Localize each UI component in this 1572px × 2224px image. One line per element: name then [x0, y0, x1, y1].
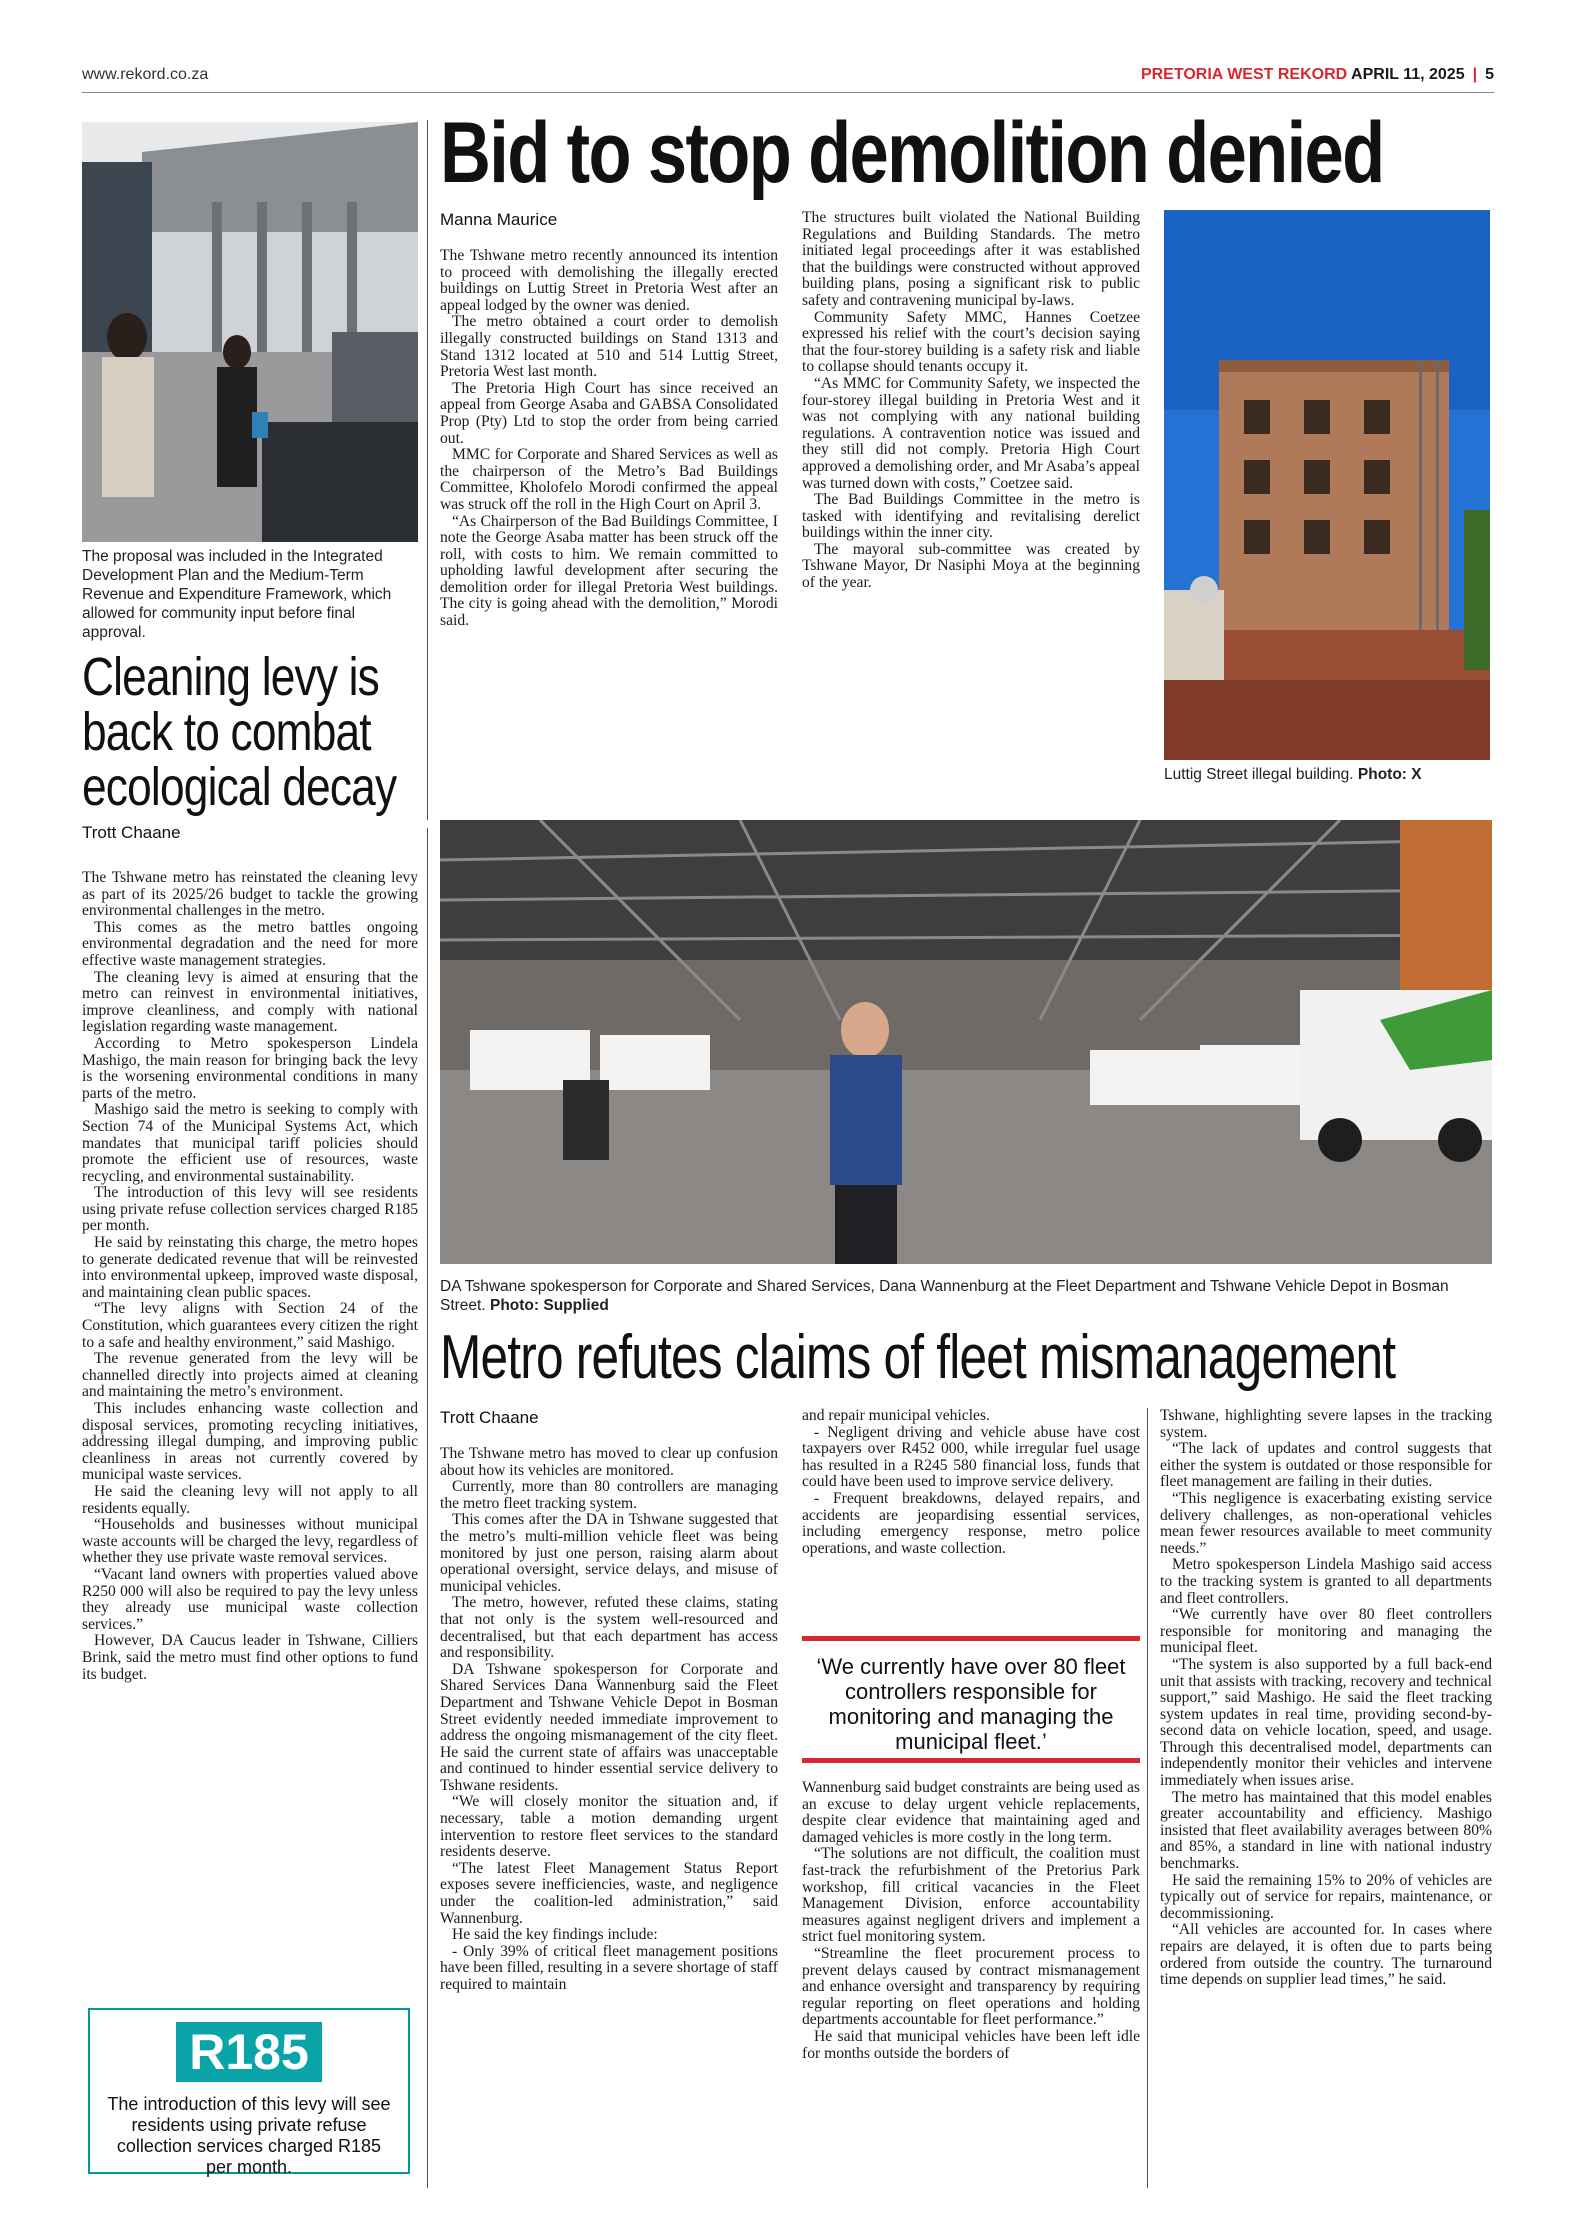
header-separator: |	[1472, 66, 1478, 83]
story3-column-1	[440, 1446, 778, 1994]
caption-text: Luttig Street illegal building.	[1164, 766, 1354, 783]
factbox-number: R185	[176, 2022, 322, 2082]
paragraph: “Vacant land owners with properties valued above R250 000 will also be required to pay the levy unless they already use municipal waste collection services.”	[82, 1565, 418, 1633]
paragraph: He said the cleaning levy will not apply to all residents equally.	[82, 1482, 418, 1517]
paragraph: The metro has maintained that this model enables greater accountability and efficiency. Mashigo insisted that fleet availability averages between 80% and 85%, a standard in line with national industry benchmarks.	[1160, 1788, 1492, 1873]
story1-column-2	[802, 210, 1140, 592]
paragraph: “The system is also supported by a full back-end unit that assists with tracking, recovery and technical support,” said Mashigo. He said the fleet tracking system updates in real time, providing second-by-second data on vehicle location, speed, and usage. Through this decentralised model, departments can independently monitor their vehicles and intervene immediately when issues arise.	[1160, 1655, 1492, 1790]
story2-body	[82, 870, 418, 1683]
story3-column-3	[1160, 1408, 1492, 1989]
paragraph: He said the key findings include:	[452, 1926, 658, 1944]
levy-factbox	[88, 2008, 410, 2177]
publication-name: PRETORIA WEST REKORD	[1140, 66, 1348, 83]
paragraph: According to Metro spokesperson Lindela Mashigo, the main reason for bringing back the levy is the worsening environmental conditions in many parts of the metro.	[82, 1034, 418, 1102]
page-number: 5	[1485, 66, 1494, 83]
paragraph: Tshwane, highlighting severe lapses in the tracking system.	[1160, 1407, 1492, 1441]
paragraph: Currently, more than 80 controllers are managing the metro fleet tracking system.	[440, 1478, 778, 1512]
pullquote-rule-bottom	[802, 1758, 1140, 1763]
paragraph: - Only 39% of critical fleet management positions have been filled, resulting in a severe shortage of staff required to maintain	[440, 1942, 778, 1993]
paragraph: - Frequent breakdowns, delayed repairs, and accidents are jeopardising essential services, including emergency response, metro police operations, and waste collection.	[802, 1489, 1140, 1557]
story1-column-1	[440, 248, 778, 630]
photo-credit: Photo: Supplied	[489, 1297, 609, 1314]
paragraph: He said that municipal vehicles have been left idle for months outside the borders of	[802, 2027, 1140, 2062]
paragraph: and repair municipal vehicles.	[802, 1407, 990, 1424]
paragraph: “All vehicles are accounted for. In cases where repairs are delayed, it is often due to parts being ordered from outside the country. The turnaround time depends on supplier lead times,” he said.	[1160, 1921, 1492, 1989]
paragraph: “Households and businesses without municipal waste accounts will be charged the levy, regardless of whether they use private waste removal services.	[82, 1516, 418, 1567]
paragraph: “The latest Fleet Management Status Report exposes severe inefficiencies, waste, and negligence under the coalition-led administration,” said Wannenburg.	[440, 1859, 778, 1927]
paragraph: “As Chairperson of the Bad Buildings Committee, I note the George Asaba matter has been struck off the roll, with costs to him. We remain committed to upholding lawful development after securing the demolition order for illegal Pretoria West buildings. The city is going ahead with the demolition,” Morodi said.	[440, 512, 778, 630]
paragraph: The revenue generated from the levy will be channelled directly into projects aimed at cleaning and maintaining the metro’s environment.	[82, 1350, 418, 1401]
paragraph: “We will closely monitor the situation and, if necessary, table a motion demanding urgent intervention to restore fleet services to the standard residents deserve.	[440, 1793, 778, 1861]
story3-headline: Metro refutes claims of fleet mismanagement	[440, 1323, 1396, 1392]
fleet-photo-caption	[440, 1277, 1492, 1315]
paragraph: Wannenburg said budget constraints are being used as an excuse to delay urgent vehicle replacements, despite clear evidence that maintaining aged and damaged vehicles is more costly in the long term.	[802, 1779, 1140, 1846]
story3-column-2-top	[802, 1408, 1140, 1557]
story1-headline: Bid to stop demolition denied	[440, 105, 1384, 201]
building-photo-caption	[1164, 765, 1490, 784]
paragraph: - Negligent driving and vehicle abuse have cost taxpayers over R452 000, while irregular fuel usage has resulted in a R245 580 financial loss, funds that could have been used to improve service delivery.	[802, 1423, 1140, 1491]
paragraph: “This negligence is exacerbating existing service delivery challenges, as non-operational vehicles mean fewer resources available to meet community needs.”	[1160, 1489, 1492, 1557]
page-header	[1141, 66, 1494, 84]
paragraph: Metro spokesperson Lindela Mashigo said access to the tracking system is granted to all departments and fleet controllers.	[1160, 1556, 1492, 1607]
paragraph: The cleaning levy is aimed at ensuring that the metro can reinvest in environmental initiatives, improve cleanliness, and comply with national legislation regarding waste management.	[82, 968, 418, 1036]
story1-byline: Manna Maurice	[440, 210, 558, 229]
paragraph: MMC for Corporate and Shared Services as well as the chairperson of the Metro’s Bad Buildings Committee, Kholofelo Morodi confirmed the appeal was struck off the roll in the High Court on April 3.	[440, 446, 778, 513]
paragraph: The mayoral sub-committee was created by Tshwane Mayor, Dr Nasiphi Moya at the beginning of the year.	[802, 540, 1140, 592]
paragraph: The metro obtained a court order to demolish illegally constructed buildings on Stand 1313 and Stand 1312 located at 510 and 514 Luttig Street, Pretoria West last month.	[440, 313, 778, 381]
paragraph: The Bad Buildings Committee in the metro is tasked with identifying and revitalising derelict buildings within the inner city.	[802, 491, 1140, 542]
paragraph: The metro, however, refuted these claims, stating that not only is the system well-resourced and decentralised, but that each department has access and responsibility.	[440, 1594, 778, 1662]
paragraph: He said by reinstating this charge, the metro hopes to generate dedicated revenue that will be reinvested into environmental upkeep, improved waste disposal, and maintaining clean public spaces.	[82, 1234, 418, 1301]
paragraph: Mashigo said the metro is seeking to comply with Section 74 of the Municipal Systems Act, which mandates that municipal tariff policies should promote the efficient use of resources, waste recycling, and environmental sustainability.	[82, 1101, 418, 1185]
paragraph: Community Safety MMC, Hannes Coetzee expressed his relief with the court’s decision saying that the four-storey building is a safety risk and liable to collapse should tenants occupy it.	[802, 308, 1140, 376]
paragraph: The structures built violated the National Building Regulations and Building Standards. The metro initiated legal proceedings after it was established that the buildings were constructed without approved building plans, posing a significant risk to public safety and contravening municipal by-laws.	[802, 209, 1140, 309]
pullquote: ‘We currently have over 80 fleet controllers responsible for monitoring and managing the municipal fleet.’	[816, 1654, 1126, 1754]
issue-date: APRIL 11, 2025	[1351, 66, 1465, 83]
story3-byline: Trott Chaane	[440, 1408, 539, 1427]
paragraph: The Tshwane metro has moved to clear up confusion about how its vehicles are monitored.	[440, 1445, 778, 1479]
story2-byline: Trott Chaane	[82, 823, 181, 842]
paragraph: This comes after the DA in Tshwane suggested that the metro’s multi-million vehicle fleet was being monitored by just one person, raising alarm about operational oversight, service delays, and misuse of municipal vehicles.	[440, 1511, 778, 1595]
paragraph: This includes enhancing waste collection and disposal services, promoting recycling initiatives, addressing illegal dumping, and improving public cleanliness in areas not currently covered by municipal waste services.	[82, 1400, 418, 1484]
paragraph: “The lack of updates and control suggests that either the system is outdated or those responsible for fleet management are failing in their duties.	[1160, 1440, 1492, 1491]
photo-credit: Photo: X	[1357, 766, 1422, 783]
paragraph: “The levy aligns with Section 24 of the Constitution, which guarantees every citizen the right to a safe and healthy environment,” said Mashigo.	[82, 1300, 418, 1351]
paragraph: This comes as the metro battles ongoing environmental degradation and the need for more effective waste management strategies.	[82, 918, 418, 969]
paragraph: “As MMC for Community Safety, we inspected the four-storey illegal building in Pretoria West and it was not complying with any national building regulations. A contravention notice was issued and they still did not comply. Pretoria High Court approved a demolishing order, and Mr Asaba’s appeal was turned down with costs,” Coetzee said.	[802, 374, 1140, 492]
paragraph: “We currently have over 80 fleet controllers responsible for monitoring and managing the municipal fleet.	[1160, 1606, 1492, 1657]
paragraph: “Streamline the fleet procurement process to prevent delays caused by contract mismanagement and enhance oversight and transparency by requiring regular reporting on fleet operations and holding departments accountable for fleet performance.”	[802, 1944, 1140, 2029]
paragraph: “The solutions are not difficult, the coalition must fast-track the refurbishment of the Pretorius Park workshop, fill critical vacancies in the Fleet Management Division, enforce accountability measures against negligent drivers and implement a strict fuel monitoring system.	[802, 1845, 1140, 1946]
factbox-text: The introduction of this levy will see residents using private refuse collection services charged R185 per month.	[107, 2094, 391, 2177]
column-divider	[427, 828, 428, 2188]
paragraph: The introduction of this levy will see residents using private refuse collection services charged R185 per month.	[82, 1184, 418, 1235]
header-rule	[82, 92, 1494, 93]
story3-column-2-bottom	[802, 1780, 1140, 2062]
station-photo-caption: The proposal was included in the Integrated Development Plan and the Medium-Term Revenue and Expenditure Framework, which allowed for community input before final approval.	[82, 548, 392, 641]
building-photo	[1164, 210, 1490, 760]
paragraph: The Tshwane metro has reinstated the cleaning levy as part of its 2025/26 budget to tackle the growing environmental challenges in the metro.	[82, 869, 418, 920]
station-photo	[82, 122, 418, 542]
paragraph: However, DA Caucus leader in Tshwane, Cilliers Brink, said the metro must find other options to fund its budget.	[82, 1632, 418, 1683]
story2-headline: Cleaning levy is back to combat ecological decay	[82, 647, 397, 817]
column-divider	[427, 120, 428, 820]
column-divider	[1147, 1408, 1148, 2188]
paragraph: He said the remaining 15% to 20% of vehicles are typically out of service for repairs, maintenance, or decommissioning.	[1160, 1871, 1492, 1922]
fleet-depot-photo	[440, 820, 1492, 1264]
pullquote-rule-top	[802, 1636, 1140, 1641]
caption-text: DA Tshwane spokesperson for Corporate and Shared Services, Dana Wannenburg at the Fleet Department and Tshwane Vehicle Depot in Bosman Street.	[440, 1278, 1449, 1314]
paragraph: The Tshwane metro recently announced its intention to proceed with demolishing the illegally erected buildings on Luttig Street in Pretoria West after an appeal lodged by the owner was denied.	[440, 247, 778, 314]
paragraph: The Pretoria High Court has since received an appeal from George Asaba and GABSA Consolidated Prop (Pty) Ltd to stop the order from being carried out.	[440, 379, 778, 447]
paragraph: DA Tshwane spokesperson for Corporate and Shared Services Dana Wannenburg said the Fleet Department and Tshwane Vehicle Depot in Bosman Street evidently needed immediate improvement to address the ongoing mismanagement of the city fleet. He said the current state of affairs was unacceptable and continued to hinder essential service delivery to Tshwane residents.	[440, 1660, 778, 1794]
website-url[interactable]: www.rekord.co.za	[82, 66, 209, 83]
